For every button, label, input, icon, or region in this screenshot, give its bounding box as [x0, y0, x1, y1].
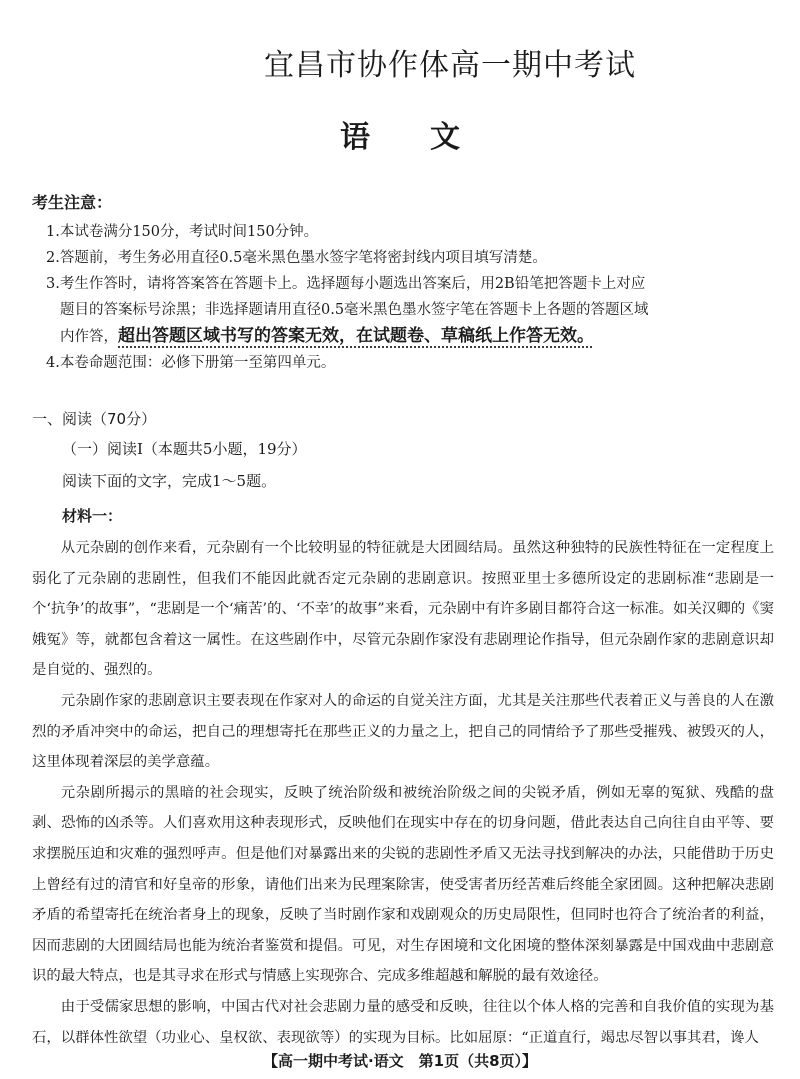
notice-heading: 考生注意： — [32, 193, 113, 212]
candidate-notice — [32, 190, 652, 376]
instruction-text: 阅读下面的文字，完成1～5题。 — [62, 472, 277, 490]
notice-item: 2.答题前，考生务必用直径0.5毫米黑色墨水签字笔将密封线内项目填写清楚。 — [46, 250, 547, 266]
subsection-title: （一）阅读Ⅰ（本题共5小题，19分） — [62, 440, 307, 458]
passage-paragraph: 元杂剧作家的悲剧意识主要表现在作家对人的命运的自觉关注方面，尤其是关注那些代表着正义与善良的人在激烈的矛盾冲突中的命运，把自己的理想寄托在那些正义的力量之上，把自己的同情给予了那些受摧残、被毁灭的人，这里体现着深层的美学意蕴。 — [32, 692, 774, 771]
notice-item-text: 3.考生作答时，请将答案答在答题卡上。选择题每小题选出答案后，用2B铅笔把答题卡上对应题目的答案标号涂黑；非选择题请用直径0.5毫米黑色墨水签字笔在答题卡上各题的答题区域内作答， — [46, 276, 649, 345]
subject-title: 语文 — [340, 120, 520, 155]
notice-item — [32, 271, 652, 350]
passage-paragraph: 从元杂剧的创作来看，元杂剧有一个比较明显的特征就是大团圆结局。虽然这种独特的民族性特征在一定程度上弱化了元杂剧的悲剧性，但我们不能因此就否定元杂剧的悲剧意识。按照亚里士多德所设定的悲剧标准“悲剧是一个‘抗争’的故事”，“悲剧是一个‘痛苦’的、‘不幸’的故事”来看，元杂剧中有许多剧目都符合这一标准。如关汉卿的《窦娥冤》等，就都包含着这一属性。在这些剧作中，尽管元杂剧作家没有悲剧理论作指导，但元杂剧作家的悲剧意识却是自觉的、强烈的。 — [32, 540, 774, 679]
passage-paragraph: 由于受儒家思想的影响，中国古代对社会悲剧力量的感受和反映，往往以个体人格的完善和自我价值的实现为基石，以群体性欲望（功业心、皇权欲、表现欲等）的实现为目标。比如屈原：“正道直行，竭忠尽智以事其君，谗人 — [32, 998, 774, 1046]
exam-title: 宜昌市协作体高一期中考试 — [264, 48, 636, 83]
reading-passage — [32, 533, 774, 1053]
notice-emphasis: 超出答题区域书写的答案无效，在试题卷、草稿纸上作答无效。 — [118, 326, 594, 346]
material-label: 材料一： — [62, 507, 123, 525]
passage-paragraph: 元杂剧所揭示的黑暗的社会现实，反映了统治阶级和被统治阶级之间的尖锐矛盾，例如无辜的冤狱、残酷的盘剥、恐怖的凶杀等。人们喜欢用这种表现形式，反映他们在现实中存在的切身问题，借此表达自己向往自由平等、要求摆脱压迫和灾难的强烈呼声。但是他们对暴露出来的尖锐的悲剧性矛盾又无法寻找到解决的办法，只能借助于历史上曾经有过的清官和好皇帝的形象，请他们出来为民理案除害，使受害者历经苦难后终能全家团圆。这种把解决悲剧矛盾的希望寄托在统治者身上的现象，反映了当时剧作家和戏剧观众的历史局限性，但同时也符合了统治者的利益，因而悲剧的大团圆结局也能为统治者鉴赏和提倡。可见，对生存困境和文化困境的整体深刻暴露是中国戏曲中悲剧意识的最大特点，也是其寻求在形式与情感上实现弥合、完成多维超越和解脱的最有效途径。 — [32, 784, 774, 985]
page-footer: 【高一期中考试·语文 第1页（共8页）】 — [262, 1052, 538, 1070]
section-title: 一、阅读（70分） — [32, 410, 157, 428]
notice-item: 1.本试卷满分150分，考试时间150分钟。 — [46, 224, 319, 240]
notice-item: 4.本卷命题范围：必修下册第一至第四单元。 — [46, 355, 336, 371]
